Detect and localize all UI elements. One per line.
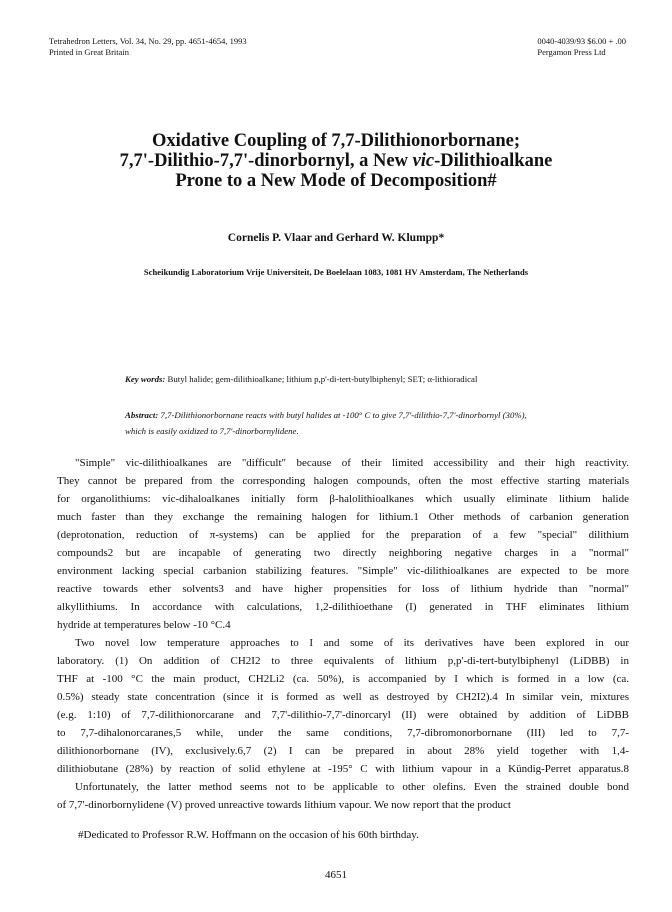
- title-line-2-a: 7,7'-Dilithio-7,7'-dinorbornyl, a New: [119, 151, 413, 171]
- abstract-label: Abstract:: [125, 410, 159, 420]
- body-line: Unfortunately, the latter method seems not to be applicable to other olefins. Even the strained double bond: [75, 781, 629, 793]
- keywords: [125, 374, 652, 384]
- printed-in: Printed in Great Britain: [49, 47, 130, 57]
- article-title: [40, 131, 632, 191]
- body-line: 0.5%) steady state concentration (since it is formed as well as destroyed by CH2I2).4 In similar vein, mixtures: [57, 691, 629, 703]
- body-line: environment lacking special carbanion stabilizing features. "Simple" vic-dilithioalkanes are expected to be more: [57, 565, 629, 577]
- body-line: alkyllithiums. In accordance with calculations, 1,2-dilithioethane (I) generated in THF eliminates lithium: [57, 601, 629, 613]
- body-line: for organolithiums: vic-dihaloalkanes initially form β-halolithioalkanes which usually eliminate lithium halide: [57, 493, 629, 505]
- title-line-1: Oxidative Coupling of 7,7-Dilithionorbornane;: [152, 131, 520, 151]
- body-line: hydride at temperatures below -10 °C.4: [57, 619, 231, 631]
- abstract-line-2: which is easily oxidized to 7,7'-dinorbornylidene.: [125, 426, 299, 436]
- journal-citation: Tetrahedron Letters, Vol. 34, No. 29, pp. 4651-4654, 1993: [49, 36, 247, 46]
- title-line-2-c: -Dilithioalkane: [434, 151, 553, 171]
- body-line: dilithiobutane (28%) by reaction of solid ethylene at -195° C with lithium vapour in a Kündig-Perret apparatus.8: [57, 763, 629, 775]
- article-code: 0040-4039/93 $6.00 + .00: [537, 36, 626, 46]
- body-line: dilithionorbornane (IV), exclusively.6,7 (2) I can be prepared in about 28% yield together with 1,4-: [57, 745, 629, 757]
- abstract-line-1-text: 7,7-Dilithionorbornane reacts with butyl halides at -100° C to give 7,7'-dilithio-7,7'-dinorbornyl (30%),: [158, 410, 527, 420]
- author-list: Cornelis P. Vlaar and Gerhard W. Klumpp*: [227, 232, 445, 244]
- publisher: Pergamon Press Ltd: [537, 47, 606, 57]
- body-text: [57, 454, 629, 814]
- running-header-left: [49, 36, 247, 58]
- running-header-right: [537, 36, 626, 58]
- keywords-label: Key words:: [125, 374, 166, 384]
- body-line: THF at -100 °C the main product, CH2Li2 (ca. 50%), is accompanied by I which is formed in a low (ca.: [57, 673, 629, 685]
- title-line-2-italic: vic: [412, 151, 435, 171]
- body-line: "Simple" vic-dilithioalkanes are "difficult" because of their limited accessibility and their high reactivity.: [75, 457, 629, 469]
- body-line: (deprotonation, reduction of π-systems) can be applied for the preparation of a few "special" dilithium: [57, 529, 629, 541]
- footnote-dedication: #Dedicated to Professor R.W. Hoffmann on the occasion of his 60th birthday.: [78, 829, 419, 841]
- body-line: much faster than they exchange the remaining halogen for lithium.1 Other methods of carbanion generation: [57, 511, 629, 523]
- body-line: reactive towards ether solvents3 and have higher propensities for loss of lithium hydride than "normal": [57, 583, 629, 595]
- abstract: [125, 407, 595, 439]
- body-line: They cannot be prepared from the corresponding halogen compounds, often the most effective starting materials: [57, 475, 629, 487]
- page-number: 4651: [325, 869, 347, 881]
- title-line-3: Prone to a New Mode of Decomposition#: [175, 171, 497, 191]
- body-line: compounds2 but are incapable of generating two directly neighboring negative charges in a "normal": [57, 547, 629, 559]
- affiliation: Scheikundig Laboratorium Vrije Universiteit, De Boelelaan 1083, 1081 HV Amsterdam, The Netherlands: [143, 267, 529, 277]
- body-line: laboratory. (1) On addition of CH2I2 to three equivalents of lithium p,p'-di-tert-butylbiphenyl (LiDBB) in: [57, 655, 629, 667]
- body-line: to 7,7-dihalonorcaranes,5 while, under the same conditions, 7,7-dibromonorbornane (III) led to 7,7-: [57, 727, 629, 739]
- body-line: (e.g. 1:10) of 7,7-dilithionorcarane and 7,7'-dilithio-7,7'-dinorcaryl (II) were obtained by addition of LiDBB: [57, 709, 629, 721]
- body-line: Two novel low temperature approaches to I and some of its derivatives have been explored in our: [75, 637, 629, 649]
- keywords-text: Butyl halide; gem-dilithioalkane; lithium p,p'-di-tert-butylbiphenyl; SET; α-lithioradical: [165, 374, 478, 384]
- title-line-2: [40, 151, 632, 171]
- abstract-line-1: [125, 407, 595, 423]
- body-line: of 7,7'-dinorbornylidene (V) proved unreactive towards lithium vapour. We now report that the product: [57, 799, 511, 811]
